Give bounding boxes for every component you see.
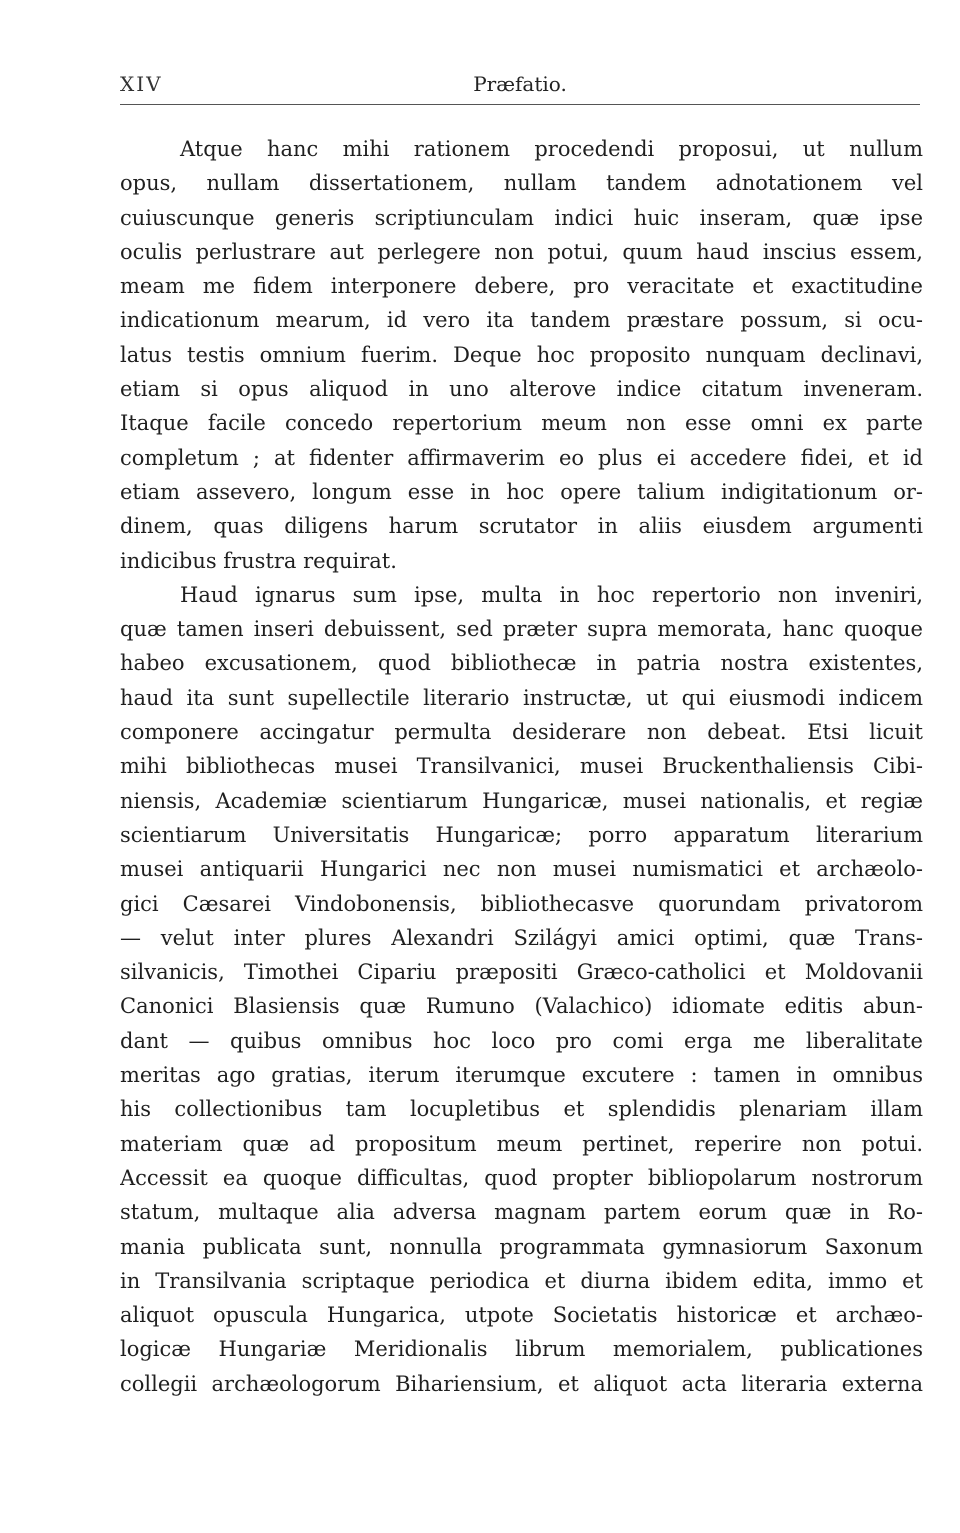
text-line: collegii archæologorum Bihariensium, et aliquot acta literaria externa [120, 1371, 923, 1396]
running-head [120, 72, 920, 106]
header-rule [120, 104, 920, 105]
text-line: in Transilvania scriptaque periodica et diurna ibidem edita, immo et [120, 1268, 923, 1293]
text-line: indicibus frustra requirat. [120, 548, 397, 573]
text-line: quæ tamen inseri debuissent, sed præter supra memorata, hanc quoque [120, 617, 923, 642]
text-line: completum ; at fidenter affirmaverim eo plus ei accedere fidei, et id [120, 445, 923, 470]
text-line: silvanicis, Timothei Cipariu præpositi Græco-catholici et Moldovanii [120, 960, 923, 985]
text-line: aliquot opuscula Hungarica, utpote Societatis historicæ et archæo- [120, 1303, 923, 1328]
text-line: materiam quæ ad propositum meum pertinet, reperire non potui. [120, 1131, 923, 1156]
text-line: etiam si opus aliquod in uno alterove indice citatum inveneram. [120, 377, 923, 402]
text-line: statum, multaque alia adversa magnam partem eorum quæ in Ro- [120, 1200, 923, 1225]
text-line: — velut inter plures Alexandri Szilágyi amici optimi, quæ Trans- [120, 925, 923, 950]
page-number: XIV [120, 72, 163, 96]
text-line: latus testis omnium fuerim. Deque hoc proposito nunquam declinavi, [120, 342, 923, 367]
text-line: cuiuscunque generis scriptiunculam indici huic inseram, quæ ipse [120, 205, 923, 230]
text-line: haud ita sunt supellectile literario instructæ, ut qui eiusmodi indicem [120, 685, 923, 710]
text-line: indicationum mearum, id vero ita tandem præstare possum, si ocu- [120, 308, 923, 333]
text-line: musei antiquarii Hungarici nec non musei numismatici et archæolo- [120, 857, 923, 882]
text-line: etiam assevero, longum esse in hoc opere talium indigitationum or- [120, 479, 923, 504]
text-line: mania publicata sunt, nonnulla programmata gymnasiorum Saxonum [120, 1234, 923, 1259]
text-line: his collectionibus tam locupletibus et splendidis plenariam illam [120, 1097, 923, 1122]
text-line: Haud ignarus sum ipse, multa in hoc repertorio non inveniri, [180, 582, 923, 607]
text-line: dinem, quas diligens harum scrutator in aliis eiusdem argumenti [120, 514, 923, 539]
text-line: dant — quibus omnibus hoc loco pro comi erga me liberalitate [120, 1028, 923, 1053]
text-line: meritas ago gratias, iterum iterumque excutere : tamen in omnibus [120, 1063, 923, 1088]
text-line: mihi bibliothecas musei Transilvanici, musei Bruckenthaliensis Cibi- [120, 754, 923, 779]
text-line: Canonici Blasiensis quæ Rumuno (Valachico) idiomate editis abun- [120, 994, 923, 1019]
text-line: meam me fidem interponere debere, pro veracitate et exactitudine [120, 274, 923, 299]
text-line: Itaque facile concedo repertorium meum non esse omni ex parte [120, 411, 923, 436]
text-line: opus, nullam dissertationem, nullam tandem adnotationem vel [120, 171, 923, 196]
text-line: gici Cæsarei Vindobonensis, bibliothecasve quorundam privatorom [120, 891, 923, 916]
text-line: scientiarum Universitatis Hungaricæ; porro apparatum literarium [120, 822, 923, 847]
running-title: Præfatio. [473, 72, 567, 96]
text-line: Atque hanc mihi rationem procedendi proposui, ut nullum [180, 137, 923, 161]
text-line: oculis perlustrare aut perlegere non potui, quum haud inscius essem, [120, 239, 923, 264]
body-text [120, 132, 923, 1401]
text-line: habeo excusationem, quod bibliothecæ in patria nostra existentes, [120, 651, 923, 676]
text-line: niensis, Academiæ scientiarum Hungaricæ, musei nationalis, et regiæ [120, 788, 923, 813]
text-line: logicæ Hungariæ Meridionalis librum memorialem, publicationes [120, 1337, 923, 1362]
text-line: componere accingatur permulta desiderare non debeat. Etsi licuit [120, 720, 923, 745]
text-line: Accessit ea quoque difficultas, quod propter bibliopolarum nostrorum [120, 1165, 923, 1190]
